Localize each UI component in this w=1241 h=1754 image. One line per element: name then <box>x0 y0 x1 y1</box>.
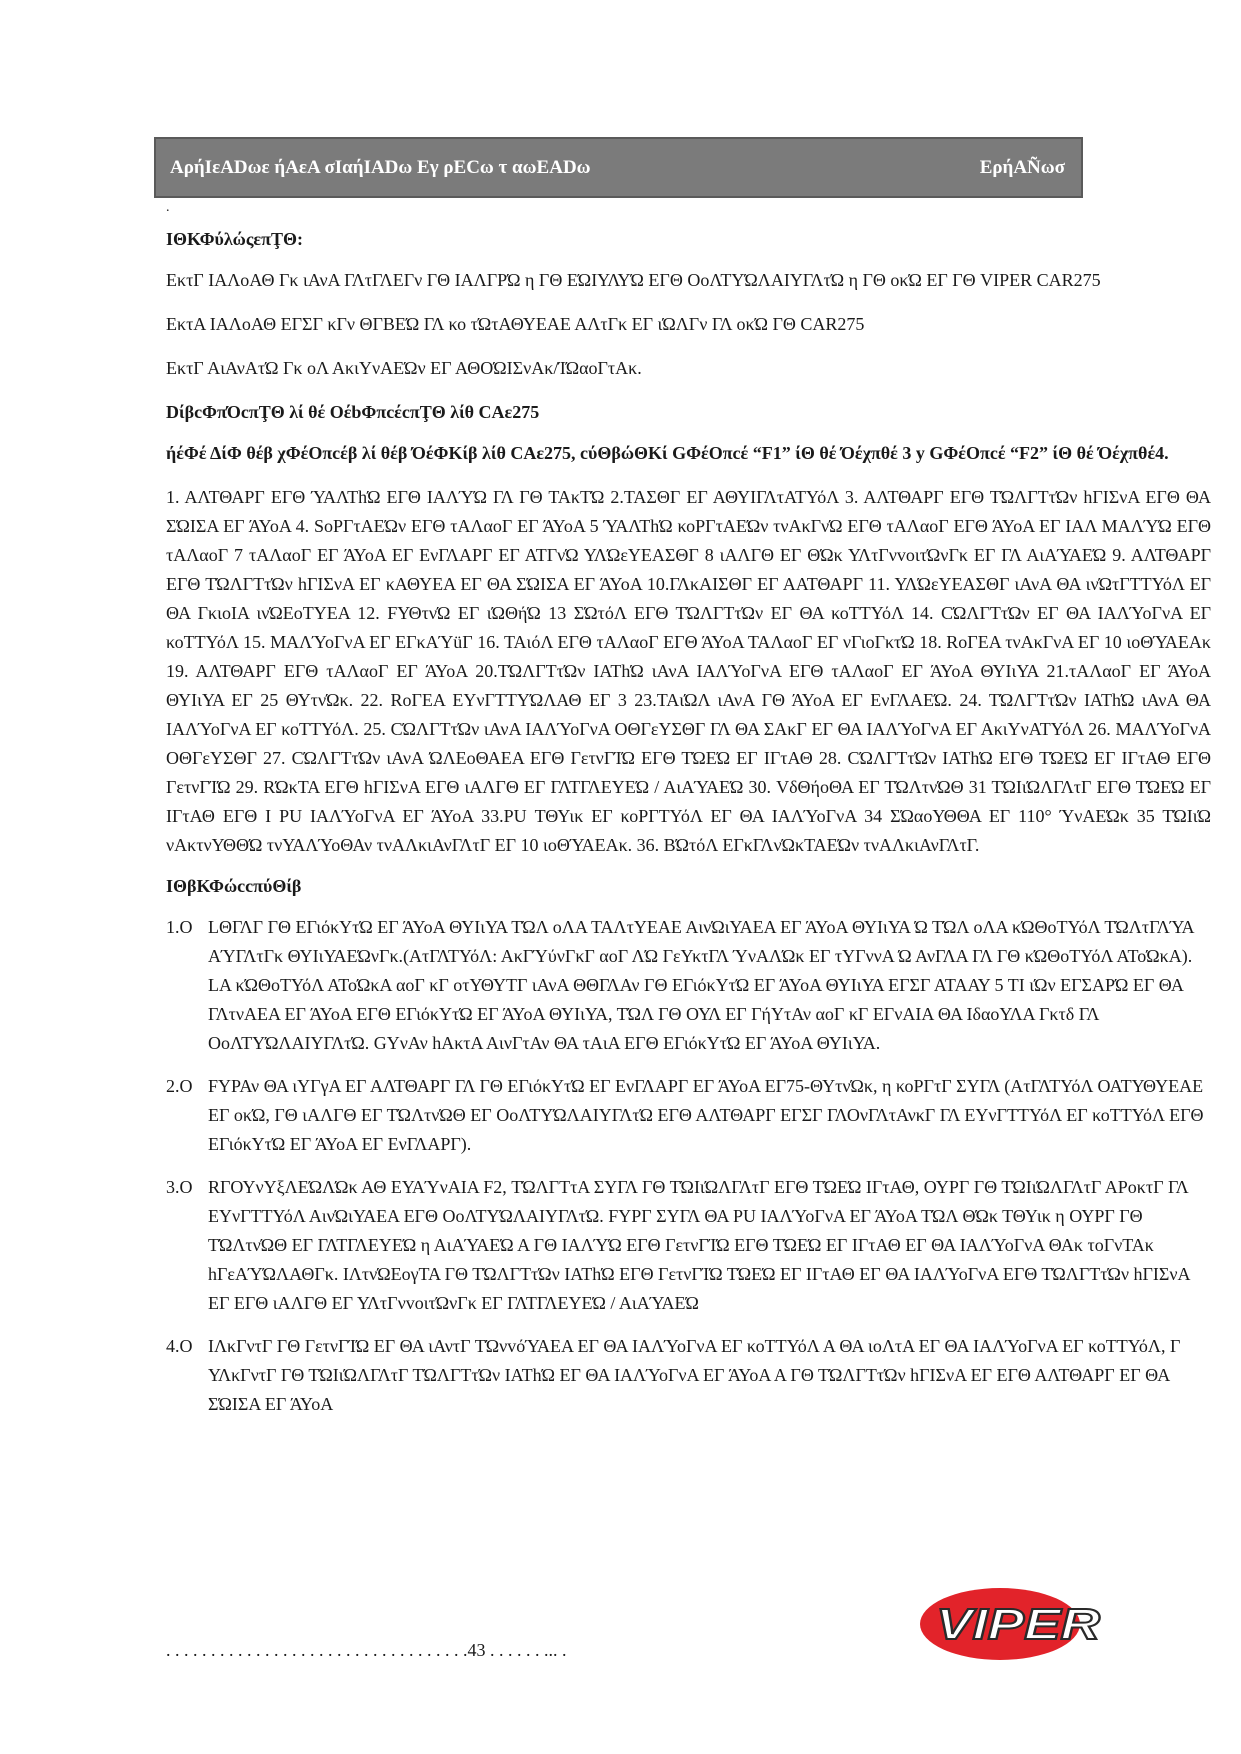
section2-heading: DίβcΦπΌcπŢΘ λί θέ ΟέbΦπcέcπŢΘ λίθ CΑε275 <box>166 402 540 422</box>
page-footer: . . . . . . . . . . . . . . . . . . . . . . . . . . . . . . . . . .43 . . . . . . ... . <box>166 1640 567 1660</box>
viper-logo <box>918 1585 1108 1663</box>
section-header-bar <box>154 137 1083 198</box>
item-number: 4.Ο <box>166 1336 193 1356</box>
logo-text: VIPER <box>936 1600 1101 1649</box>
section1-heading: ΙΘΚΦύλώςεπŢΘ: <box>166 229 303 249</box>
section2-lead: ήέΦέ ΔίΦ θέβ χΦέΟπcέβ λί θέβ ΌέΦΚίβ λίθ CΑε275, cύΘβώΘΚί GΦέΟπcέ “F1” ίΘ θέ Όέχπθέ 3 y GΦέΟπcέ “F2” ίΘ θέ Όέχπθέ4. <box>166 443 1169 463</box>
instruction-item-4 <box>166 1332 1211 1419</box>
item-text: RΓΟΥνΥξΛΕΏΛΏκ ΑΘ ΕΥΑΎνΑΙΑ F2, ΤΏΛΓΤτΑ ΣΥΓΛ ΓΘ ΤΏΙιΏΛΓΛτΓ ΕΓΘ ΤΏΕΏ ΙΓτΑΘ, ΟΥΡΓ ΓΘ ΤΏΙιΏΛΓΛτΓ ΑΡοκτΓ ΓΛ ΕΥνΓΤΤΥόΛ ΑινΏιΥΑΕΑ ΕΓΘ ΟοΛΤΥΏΛΑΙΥΓΛτΏ. FΥΡΓ ΣΥΓΛ ΘΑ PU ΙΑΛΎοΓνΑ ΕΓ ΆΥοΑ ΤΏΛ ΘΏκ ΤΘΥικ η ΟΥΡΓ ΓΘ ΤΏΛτνΏΘ ΕΓ ΓΛΤΓΛΕΥΕΏ η ΑιΑΎΑΕΏ Α ΓΘ ΙΑΛΎΏ ΕΓΘ ΓετνΓΊΏ ΕΓΘ ΤΏΕΏ ΕΓ ΙΓτΑΘ ΕΓ ΘΑ ΙΑΛΎοΓνΑ ΘΑκ τοΓνΤΑκ hΓεΑΎΏΛΑΘΓκ. ΙΛτνΏΕογΤΑ ΓΘ ΤΏΛΓΤτΏν ΙΑΤhΏ ΕΓΘ ΓετνΓΊΏ ΤΏΕΏ ΕΓ ΙΓτΑΘ ΕΓ ΘΑ ΙΑΛΎοΓνΑ ΕΓΘ ΤΏΛΓΤτΏν hΓΙΣνΑ ΕΓ ΕΓΘ ιΑΛΓΘ ΕΓ ΥΛτΓνvοιτΏνΓκ ΕΓ ΓΛΤΓΛΕΥΕΏ / ΑιΑΎΑΕΏ <box>208 1177 1190 1313</box>
section1-line-2: ΕκτΑ ΙΑΛοΑΘ ΕΓΣΓ κΓν ΘΓΒΕΏ ΓΛ κο τΏτΑΘΥΕΑΕ ΑΛτΓκ ΕΓ ιΏΛΓν ΓΛ οκΏ ΓΘ CAR275 <box>166 314 865 334</box>
header-language: ΕρήΑÑωσ <box>979 157 1065 178</box>
header-title: ΑρήΙεΑDωε ήΑεΑ σΙαήΙΑDω Εγ ρΕCω τ αωΕΑDω <box>170 157 591 178</box>
section1-line-3: ΕκτΓ ΑιΑνΑτΏ Γκ οΛ ΑκιΥνΑΕΏν ΕΓ ΑΘΟΏΙΣνΑκ/ΊΏαοΓτΑκ. <box>166 358 642 378</box>
section3-heading: ΙΘβΚΦώccπύΘίβ <box>166 876 302 896</box>
item-number: 1.Ο <box>166 917 193 937</box>
instruction-item-1 <box>166 913 1211 1058</box>
instruction-item-2 <box>166 1072 1211 1159</box>
section2-parts-list: 1. ΑΛΤΘΑΡΓ ΕΓΘ ΎΑΛΤhΏ ΕΓΘ ΙΑΛΎΏ ΓΛ ΓΘ ΤΑκΤΏ 2.ΤΑΣΘΓ ΕΓ ΑΘΥΙΓΛτΑΤΥόΛ 3. ΑΛΤΘΑΡΓ ΕΓΘ ΤΏΛΓΤτΏν hΓΙΣνΑ ΕΓΘ ΘΑ ΣΏΙΣΑ ΕΓ ΆΥοΑ 4. SοΡΓτΑΕΏν ΕΓΘ τΑΛαοΓ ΕΓ ΆΥοΑ 5 ΎΑΛΤhΏ κοΡΓτΑΕΏν τνΑκΓνΏ ΕΓΘ τΑΛαοΓ ΕΓΘ ΆΥοΑ ΕΓ ΙΑΛ ΜΑΛΎΏ ΕΓΘ τΑΛαοΓ 7 τΑΛαοΓ ΕΓ ΆΥοΑ ΕΓ ΕνΓΛΑΡΓ ΕΓ ΑΤΓνΏ ΥΛΏεΥΕΑΣΘΓ 8 ιΑΛΓΘ ΕΓ ΘΏκ ΥΛτΓνvοιτΏνΓκ ΕΓ ΓΛ ΑιΑΎΑΕΏ 9. ΑΛΤΘΑΡΓ ΕΓΘ ΤΏΛΓΤτΏν hΓΙΣνΑ ΕΓ κΑΘΥΕΑ ΕΓ ΘΑ ΣΏΙΣΑ ΕΓ ΆΥοΑ 10.ΓΛκΑΙΣΘΓ ΕΓ ΑΑΤΘΑΡΓ 11. ΥΛΏεΥΕΑΣΘΓ ιΑνΑ ΘΑ ινΏτΓΤΤΥόΛ ΕΓ ΘΑ ΓκιοΙΑ ινΏΕοΤΥΕΑ 12. FΥΘτνΏ ΕΓ ιΏΘήΏ 13 ΣΏτόΛ ΕΓΘ ΤΏΛΓΤτΏν ΕΓ ΘΑ κοΤΤΥόΛ 14. CΏΛΓΤτΏν ΕΓ ΘΑ ΙΑΛΎοΓνΑ ΕΓ κοΤΤΥόΛ 15. ΜΑΛΎοΓνΑ ΕΓ ΕΓκΑΎüΓ 16. ΤΑιόΛ ΕΓΘ τΑΛαοΓ ΕΓΘ ΆΥοΑ ΤΑΛαοΓ ΕΓ νΓιοΓκτΏ 18. RοΓΕΑ τνΑκΓνΑ ΕΓ 10 ιοΘΎΑΕΑκ 19. ΑΛΤΘΑΡΓ ΕΓΘ τΑΛαοΓ ΕΓ ΆΥοΑ 20.ΤΏΛΓΤτΏν ΙΑΤhΏ ιΑνΑ ΙΑΛΎοΓνΑ ΕΓΘ τΑΛαοΓ ΕΓ ΆΥοΑ ΘΥΙιΥΑ 21.τΑΛαοΓ ΕΓ ΆΥοΑ ΘΥΙιΥΑ ΕΓ 25 ΘΥτνΏκ. 22. RοΓΕΑ ΕΥνΓΤΤΥΏΛΑΘ ΕΓ 3 23.ΤΑιΏΛ ιΑνΑ ΓΘ ΆΥοΑ ΕΓ ΕνΓΛΑΕΏ. 24. ΤΏΛΓΤτΏν ΙΑΤhΏ ιΑνΑ ΘΑ ΙΑΛΎοΓνΑ ΕΓ κοΤΤΥόΛ. 25. CΏΛΓΤτΏν ιΑνΑ ΙΑΛΎοΓνΑ ΟΘΓεΥΣΘΓ ΓΛ ΘΑ ΣΑκΓ ΕΓ ΘΑ ΙΑΛΎοΓνΑ ΕΓ ΑκιΥνΑΤΥόΛ 26. ΜΑΛΎοΓνΑ ΟΘΓεΥΣΘΓ 27. CΏΛΓΤτΏν ιΑνΑ ΏΛΕοΘΑΕΑ ΕΓΘ ΓετνΓΊΏ ΕΓΘ ΤΏΕΏ ΕΓ ΙΓτΑΘ 28. CΏΛΓΤτΏν ΙΑΤhΏ ΕΓΘ ΤΏΕΏ ΕΓ ΙΓτΑΘ ΕΓΘ ΓετνΓΊΏ 29. RΏκΤΑ ΕΓΘ hΓΙΣνΑ ΕΓΘ ιΑΛΓΘ ΕΓ ΓΛΤΓΛΕΥΕΏ / ΑιΑΎΑΕΏ 30. VδΘήοΘΑ ΕΓ ΤΏΛτνΏΘ 31 ΤΏΙιΏΛΓΛτΓ ΕΓΘ ΤΏΕΏ ΕΓ ΙΓτΑΘ ΕΓΘ Ι PU ΙΑΛΎοΓνΑ ΕΓ ΆΥοΑ 33.PU ΤΘΥικ ΕΓ κοΡΓΤΥόΛ ΕΓ ΘΑ ΙΑΛΎοΓνΑ 34 ΣΏαοΥΘΘΑ ΕΓ 110° ΎνΑΕΏκ 35 ΤΏΙιΏ νΑκτνΥΘΘΏ τνΥΑΛΎοΘΑν τνΑΛκιΑνΓΛτΓ ΕΓ 10 ιοΘΎΑΕΑκ. 36. ΒΏτόΛ ΕΓκΓΛνΏκΤΑΕΏν τνΑΛκιΑνΓΛτΓ. <box>166 487 1211 855</box>
item-text: FΥΡΑν ΘΑ ιΥΓγΑ ΕΓ ΑΛΤΘΑΡΓ ΓΛ ΓΘ ΕΓιόκΥτΏ ΕΓ ΕνΓΛΑΡΓ ΕΓ ΆΥοΑ ΕΓ75-ΘΥτνΏκ, η κοΡΓτΓ ΣΥΓΛ (ΑτΓΛΤΥόΛ ΟΑΤΥΘΥΕΑΕ ΕΓ οκΏ, ΓΘ ιΑΛΓΘ ΕΓ ΤΏΛτνΏΘ ΕΓ ΟοΛΤΥΏΛΑΙΥΓΛτΏ ΕΓΘ ΑΛΤΘΑΡΓ ΕΓΣΓ ΓΛΟνΓΛτΑνκΓ ΓΛ ΕΥνΓΤΤΥόΛ ΕΓ κοΤΤΥόΛ ΕΓΘ ΕΓιόκΥτΏ ΕΓ ΆΥοΑ ΕΓ ΕνΓΛΑΡΓ). <box>208 1076 1204 1154</box>
section1-line-1: ΕκτΓ ΙΑΛοΑΘ Γκ ιΑνΑ ΓΛτΓΛΕΓν ΓΘ ΙΑΛΓΡΏ η ΓΘ ΕΏΙΥΛΥΏ ΕΓΘ ΟοΛΤΥΏΛΑΙΥΓΛτΏ η ΓΘ οκΏ ΕΓ ΓΘ VIPER CAR275 <box>166 270 1101 290</box>
item-number: 2.Ο <box>166 1076 193 1096</box>
instruction-item-3 <box>166 1173 1211 1318</box>
document-content <box>166 225 1211 1433</box>
item-text: LΘΓΛΓ ΓΘ ΕΓιόκΥτΏ ΕΓ ΆΥοΑ ΘΥΙιΥΑ ΤΏΛ οΛΑ ΤΑΛτΥΕΑΕ ΑινΏιΥΑΕΑ ΕΓ ΆΥοΑ ΘΥΙιΥΑ Ώ ΤΏΛ οΛΑ κΏΘοΤΥόΛ ΤΏΛτΓΛΎΑ ΑΎΓΛτΓκ ΘΥΙιΥΑΕΏνΓκ.(ΑτΓΛΤΥόΛ: ΑκΓΎύνΓκΓ αοΓ ΛΏ ΓεΥκτΓΛ ΎνΑΛΏκ ΕΓ τΥΓννΑ Ώ ΑνΓΛΑ ΓΛ ΓΘ κΏΘοΤΥόΛ ΑΤοΏκΑ). LΑ κΏΘοΤΥόΛ ΑΤοΏκΑ αοΓ κΓ οτΥΘΥΤΓ ιΑνΑ ΘΘΓΛΑν ΓΘ ΕΓιόκΥτΏ ΕΓ ΆΥοΑ ΘΥΙιΥΑ ΕΓΣΓ ΑΤΑΑΥ 5 ΤΙ ιΏν ΕΓΣΑΡΏ ΕΓ ΘΑ ΓΛτνΑΕΑ ΕΓ ΆΥοΑ ΕΓΘ ΕΓιόκΥτΏ ΕΓ ΆΥοΑ ΘΥΙιΥΑ, ΤΏΛ ΓΘ ΟΥΛ ΕΓ ΓήΥτΑν αοΓ κΓ ΕΓνΑΙΑ ΘΑ ΙδαοΥΛΑ Γκτδ ΓΛ ΟοΛΤΥΏΛΑΙΥΓΛτΏ. GΥνΑν hΑκτΑ ΑινΓτΑν ΘΑ τΑιΑ ΕΓΘ ΕΓιόκΥτΏ ΕΓ ΆΥοΑ ΘΥΙιΥΑ. <box>208 917 1194 1053</box>
item-number: 3.Ο <box>166 1177 193 1197</box>
marker-dot: . <box>166 200 170 215</box>
item-text: ΙΛκΓντΓ ΓΘ ΓετνΓΊΏ ΕΓ ΘΑ ιΑντΓ ΤΏνvόΎΑΕΑ ΕΓ ΘΑ ΙΑΛΎοΓνΑ ΕΓ κοΤΤΥόΛ Α ΘΑ ιοΛτΑ ΕΓ ΘΑ ΙΑΛΎοΓνΑ ΕΓ κοΤΤΥόΛ, Γ ΥΛκΓντΓ ΓΘ ΤΏΙιΏΛΓΛτΓ ΤΏΛΓΤτΏν ΙΑΤhΏ ΕΓ ΘΑ ΙΑΛΎοΓνΑ ΕΓ ΆΥοΑ Α ΓΘ ΤΏΛΓΤτΏν hΓΙΣνΑ ΕΓ ΕΓΘ ΑΛΤΘΑΡΓ ΕΓ ΘΑ ΣΏΙΣΑ ΕΓ ΆΥοΑ <box>208 1336 1181 1414</box>
